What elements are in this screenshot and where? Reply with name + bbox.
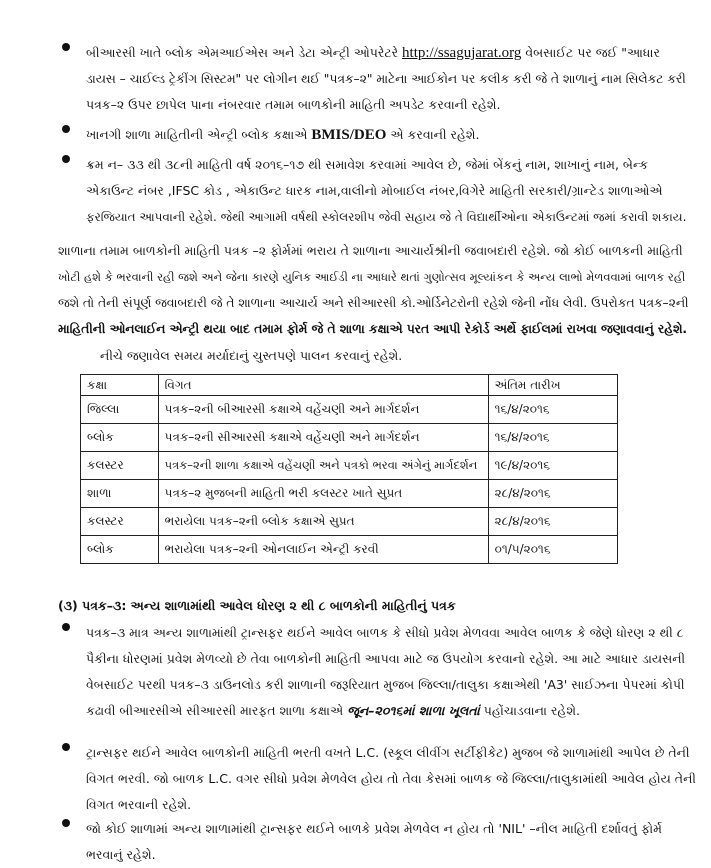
bullet-dot <box>62 155 70 163</box>
schedule-table <box>80 374 618 564</box>
row-date: ૧૬/૪/૨૦૧૬ <box>488 396 617 424</box>
bullet4-line4-text: કઢાવી બીઆરસીએ સીઆરસી મારફત શાળા કક્ષાએ <box>86 703 344 718</box>
para1-line3: જશે તો તેની સંપૂર્ણ જવાબદારી જે તે શાળાના આચાર્ય અને સીઆરસી કો.ઓર્ડિનેટરોની રહેશે જેની નોંધ લેવી. ઉપરોકત પત્રક–૨ની <box>58 296 689 310</box>
row-level: જિલ્લા <box>81 396 159 424</box>
bullet4-line4-text-end: પહોંચાડવાના રહેશે. <box>483 703 580 718</box>
bullet-transfer-lc <box>86 740 696 818</box>
ssagujarat-link[interactable]: http://ssagujarat.org <box>402 45 522 61</box>
bullet5-line1: ટ્રાન્સફર થઈને આવેલ બાળકોની માહિતી ભરતી વખતે L.C. (સ્કૂલ લીવીંગ સર્ટીફીકેટ) મુજબ જે શાળામાંથી આપેલ છે તેની <box>86 745 690 760</box>
table-row <box>81 508 618 536</box>
row-date: ૨૮/૪/૨૦૧૬ <box>488 508 617 536</box>
bullet3-line2: એકાઉન્ટ નંબર ,IFSC કોડ , એકાઉન્ટ ધારક નામ,વાલીનો મોબાઈલ નંબર,વિગેરે માહિતી સરકારી/ગ્રાન્ટેડ શાળાઓએ <box>86 183 663 198</box>
bullet-bank-details <box>86 152 696 230</box>
bullet1-line1-text-end: વેબસાઈટ પર જઈ "આધાર <box>525 45 660 60</box>
responsibility-paragraph <box>58 238 698 342</box>
table-row <box>81 396 618 424</box>
bullet1-line2: ડાયસ – ચાઈલ્ડ ટ્રેકીંગ સિસ્ટમ" પર લોગીન થઈ "પત્રક–૨" માટેના આઈકોન પર કલીક કરી જે તે શાળાનું નામ સિલેકટ કરી <box>86 72 686 86</box>
row-level: કલસ્ટર <box>81 508 159 536</box>
row-level: શાળા <box>81 480 159 508</box>
section-3-heading <box>58 596 456 616</box>
para1-line2: ખોટી હશે કે ભરવાની રહી જશે અને જેના કારણે યુનિક આઈડી ના આધારે થતાં ગુણોત્સવ મૂલ્યાંકન કે અન્ય લાભો મેળવવામાં બાળક રહી <box>58 270 686 284</box>
header-level: કક્ષા <box>81 375 159 396</box>
bullet-dot <box>62 43 70 51</box>
bullet2-text: ખાનગી શાળા માહિતીની એન્ટ્રી બ્લોક કક્ષાએ <box>86 127 308 142</box>
row-detail: ભરાયેલા પત્રક–૨ની બ્લોક કક્ષાએ સુપ્રત <box>158 508 488 536</box>
para1-line4: માહિતીની ઓનલાઈન એન્ટ્રી થયા બાદ તમામ ફોર્મ જે તે શાળા કક્ષાએ પરત આપી રેકોર્ડ અર્થે ફાઈલમાં રાખવા જણાવવાનું રહેશે. <box>58 322 688 336</box>
time-limit-instruction: નીચે જણાવેલ સમય મર્યાદાનું ચુસ્તપણે પાલન કરવાનું રહેશે. <box>100 348 403 363</box>
bullet-patrak3-usage <box>86 620 696 724</box>
section-3-number: (૩) <box>58 598 78 613</box>
row-date: ૧૯/૪/૨૦૧૬ <box>488 452 617 480</box>
para1-line1: શાળાના તમામ બાળકોની માહિતી પત્રક –૨ ફોર્મમાં ભરાય તે શાળાના આચાર્યશ્રીની જવાબદારી રહેશે. જો કોઈ બાળકની માહિતી <box>58 243 683 258</box>
bullet-dot <box>62 743 70 751</box>
bullet5-line2: વિગત ભરવી. જો બાળક L.C. વગર સીધો પ્રવેશ મેળવેલ હોય તો તેવા કેસમાં બાળક જે જિલ્લા/તાલુકામાંથી આવેલ હોય તેની <box>86 771 696 786</box>
section-3-title: પત્રક–૩: અન્ય શાળામાંથી આવેલ ધોરણ ૨ થી ૮ બાળકોની માહિતીનું પત્રક <box>82 598 456 613</box>
header-detail: વિગત <box>158 375 488 396</box>
header-deadline: અંતિમ તારીખ <box>488 375 617 396</box>
row-date: ૦૧/૫/૨૦૧૬ <box>488 536 617 564</box>
bullet-aadhaar-dise-update <box>86 40 696 118</box>
bullet-nil-form <box>86 816 696 868</box>
bullet1-line1-text: બીઆરસી ખાતે બ્લોક એમઆઈએસ અને ડેટા એન્ટ્રી ઓપરેટરે <box>86 45 399 60</box>
bullet4-line3: વેબસાઈટ પરથી પત્રક–૩ ડાઉનલોડ કરી શાળાની જરૂરિયાત મુજબ જિલ્લા/તાલુકા કક્ષાએથી 'A3' સાઈઝના પેપરમાં કોપી <box>86 677 685 692</box>
row-detail: પત્રક–૨ મુજબની માહિતી ભરી કલસ્ટર ખાતે સુપ્રત <box>158 480 488 508</box>
bullet6-line1: જો કોઈ શાળામાં અન્ય શાળામાંથી ટ્રાન્સફર થઈને બાળકે પ્રવેશ મેળવેલ ન હોય તો 'NIL' –નીલ માહિતી દર્શાવતું ફોર્મ <box>86 821 662 836</box>
table-row <box>81 452 618 480</box>
bullet6-line2: ભરવાનું રહેશે. <box>86 847 156 862</box>
bullet1-line3: પત્રક–૨ ઉપર છાપેલ પાના નંબરવાર તમામ બાળકોની માહિતી અપડેટ કરવાની રહેશે. <box>86 97 501 112</box>
row-detail: પત્રક–૨ની શાળા કક્ષાએ વહેંચણી અને પત્રકો ભરવા અંગેનું માર્ગદર્શન <box>158 452 488 480</box>
bullet4-line2: પૈકીના ધોરણમાં પ્રવેશ મેળવ્યો છે તેવા બાળકોની માહિતી આપવા માટે જ ઉપયોગ કરવાનો રહેશે. આ માટે આધાર ડાયસની <box>86 651 686 666</box>
bullet-dot <box>62 819 70 827</box>
bullet-dot <box>62 623 70 631</box>
row-date: ૧૬/૪/૨૦૧૬ <box>488 424 617 452</box>
bullet3-line1: ક્રમ ન– ૩૩ થી ૩૮ની માહિતી વર્ષ ૨૦૧૬–૧૭ થી સમાવેશ કરવામાં આવેલ છે, જેમાં બેંકનું નામ, શાખાનું નામ, બેન્ક <box>86 157 649 172</box>
row-detail: ભરાયેલા પત્રક–૨ની ઓનલાઈન એન્ટ્રી કરવી <box>158 536 488 564</box>
bmis-deo-label: BMIS/DEO <box>311 127 387 143</box>
june-2016-deadline: જૂન–૨૦૧૬માં શાળા ખૂલતાં <box>347 703 480 718</box>
table-row <box>81 480 618 508</box>
row-level: કલસ્ટર <box>81 452 159 480</box>
row-date: ૨૮/૪/૨૦૧૬ <box>488 480 617 508</box>
row-detail: પત્રક–૨ની બીઆરસી કક્ષાએ વહેંચણી અને માર્ગદર્શન <box>158 396 488 424</box>
bullet5-line3: વિગત ભરવાની રહેશે. <box>86 797 192 812</box>
bullet-private-school-entry <box>86 122 696 148</box>
bullet3-line3: ફરજિયાત આપવાની રહેશે. જેથી આગામી વર્ષથી સ્કોલરશીપ જેવી સહાય જે તે વિદ્યાર્થીઓના એકાઉન્ટમાં જમાં કરાવી શકાય. <box>86 210 687 224</box>
bullet-dot <box>62 125 70 133</box>
table-row <box>81 424 618 452</box>
bullet4-line1: પત્રક–૩ માત્ર અન્ય શાળામાંથી ટ્રાન્સફર થઈને આવેલ બાળક કે સીધો પ્રવેશ મેળવવા આવેલ બાળક કે જેણે ધોરણ ૨ થી ૮ <box>86 625 684 640</box>
table-header-row <box>81 375 618 396</box>
row-level: બ્લોક <box>81 424 159 452</box>
table-row <box>81 536 618 564</box>
row-detail: પત્રક–૨ની સીઆરસી કક્ષાએ વહેંચણી અને માર્ગદર્શન <box>158 424 488 452</box>
bullet2-text-end: એ કરવાની રહેશે. <box>390 127 480 142</box>
row-level: બ્લોક <box>81 536 159 564</box>
